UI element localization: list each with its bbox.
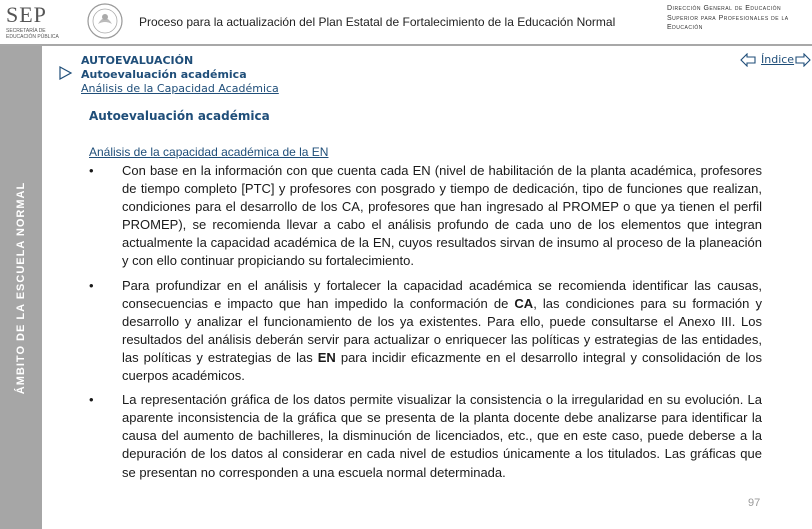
bullet-text-part: , las condiciones para su formación y desarrollo y analizar el funcionamiento de los ya existentes. Para ello, puede consultarse el Anexo III. Los resultados del análisis deberán servir para actualizar o enriquecer las políticas y estrategias de las entidades, las políticas y estrategias de las <box>122 295 762 365</box>
bullet-text-part: para incidir eficazmente en el desarrollo integral y consolidación de los cuerpos académicos. <box>122 349 762 384</box>
sep-logo-word: SEP <box>6 2 47 27</box>
bullet-text: La representación gráfica de los datos permite visualizar la consistencia o la irregularidad en su evolución. La aparente inconsistencia de la gráfica que se presenta de la planta docente debe analizarse para identificar la causa del aumento de bachilleres, la disminución de licenciados, etc., que en este caso, puede deberse a la depuración de los datos al considerar en cada nivel de estudios únicamente a los titulados. Las gráficas que se presentan no corresponden a una escuela normal determinada. <box>122 392 762 480</box>
sep-logo-subtitle: SECRETARÍA DE EDUCACIÓN PÚBLICA <box>6 28 59 40</box>
sep-logo <box>4 2 78 42</box>
arrow-left-outline-icon[interactable] <box>740 53 756 67</box>
sidebar-label: ÁMBITO DE LA ESCUELA NORMAL <box>15 181 27 394</box>
triangle-right-outline-icon <box>59 66 73 80</box>
bullet-item <box>89 391 762 481</box>
breadcrumb-section: AUTOEVALUACIÓN <box>81 54 194 67</box>
bullet-bold-term: CA <box>514 295 534 311</box>
content-subtitle: Análisis de la capacidad académica de la EN <box>89 145 329 159</box>
bullet-list <box>89 162 762 488</box>
bullet-bold-term: EN <box>317 349 336 365</box>
breadcrumb-subsection: Autoevaluación académica <box>81 68 247 81</box>
header-institution: Dirección General de Educación Superior para Profesionales de la Educación <box>667 5 789 31</box>
bullet-text: Con base en la información con que cuenta cada EN (nivel de habilitación de la planta académica, profesores de tiempo completo [PTC] y profesores con posgrado y tiempo de dedicación, tipo de funciones que realizan, condiciones para el desarrollo de los CA, profesores que han ingresado al PROMEP o que ya tienen el perfil PROMEP), se recomienda llevar a cabo el análisis profundo de cada uno de los elementos que integran actualmente la capacidad académica de la EN, cuyos resultados sirvan de insumo al proceso de la planeación y con ello continuar propiciando su fortalecimiento. <box>122 163 762 269</box>
bullet-text-part: Para profundizar en el análisis y fortalecer la capacidad académica se recomienda identificar las causas, consecuencias e impacto que han impedido la conformación de <box>122 277 762 311</box>
national-seal-icon <box>86 2 124 40</box>
page-header <box>0 0 812 45</box>
breadcrumb-link[interactable]: Análisis de la Capacidad Académica <box>81 82 279 95</box>
index-link[interactable]: Índice <box>761 53 795 66</box>
bullet-item <box>89 162 762 271</box>
header-divider <box>0 44 812 46</box>
arrow-right-outline-icon[interactable] <box>795 53 811 67</box>
page-number: 97 <box>748 497 761 509</box>
sidebar <box>0 46 42 529</box>
content-title: Autoevaluación académica <box>89 109 270 123</box>
bullet-item <box>89 277 762 386</box>
header-title: Proceso para la actualización del Plan Estatal de Fortalecimiento de la Educación Normal <box>139 15 616 29</box>
